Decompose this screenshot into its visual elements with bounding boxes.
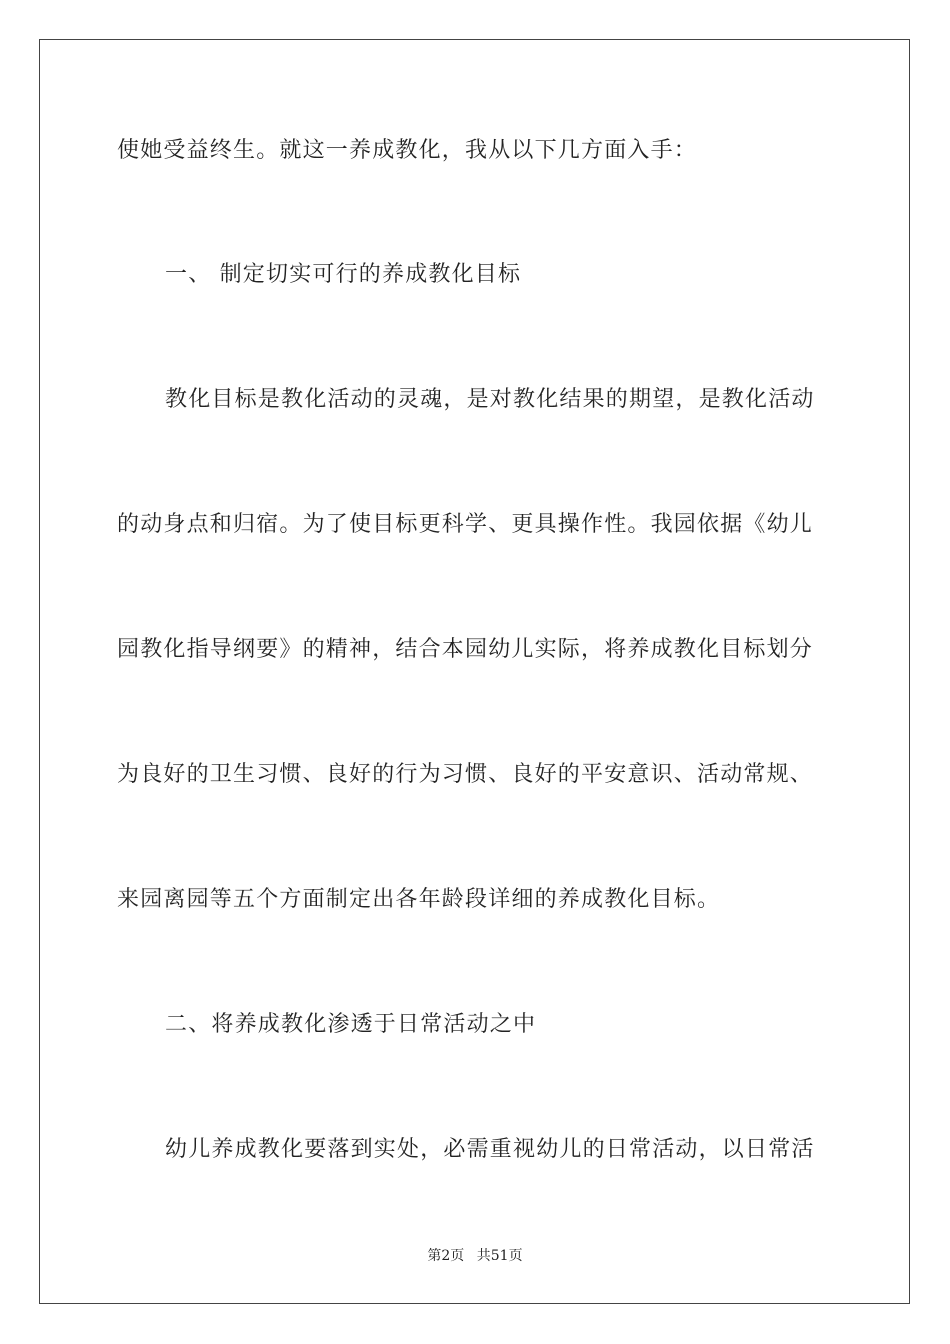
text-line-9: 幼儿养成教化要落到实处，必需重视幼儿的日常活动，以日常活	[165, 1137, 815, 1162]
text-line-7: 来园离园等五个方面制定出各年龄段详细的养成教化目标。	[117, 887, 721, 912]
section-heading-2: 二、将养成教化渗透于日常活动之中	[165, 1012, 537, 1037]
page-number: 第2页	[427, 1248, 465, 1264]
text-line-6: 为良好的卫生习惯、良好的行为习惯、良好的平安意识、活动常规、	[117, 762, 814, 787]
text-line-1: 使她受益终生。就这一养成教化，我从以下几方面入手：	[117, 138, 698, 163]
page-border	[39, 39, 910, 1304]
section-heading-1: 一、 制定切实可行的养成教化目标	[165, 262, 522, 287]
text-line-4: 的动身点和归宿。为了使目标更科学、更具操作性。我园依据《幼儿	[117, 512, 814, 537]
page-footer	[0, 1246, 950, 1266]
text-line-3: 教化目标是教化活动的灵魂，是对教化结果的期望，是教化活动	[165, 387, 815, 412]
page-total: 共51页	[476, 1248, 523, 1264]
text-line-5: 园教化指导纲要》的精神，结合本园幼儿实际，将养成教化目标划分	[117, 637, 814, 662]
